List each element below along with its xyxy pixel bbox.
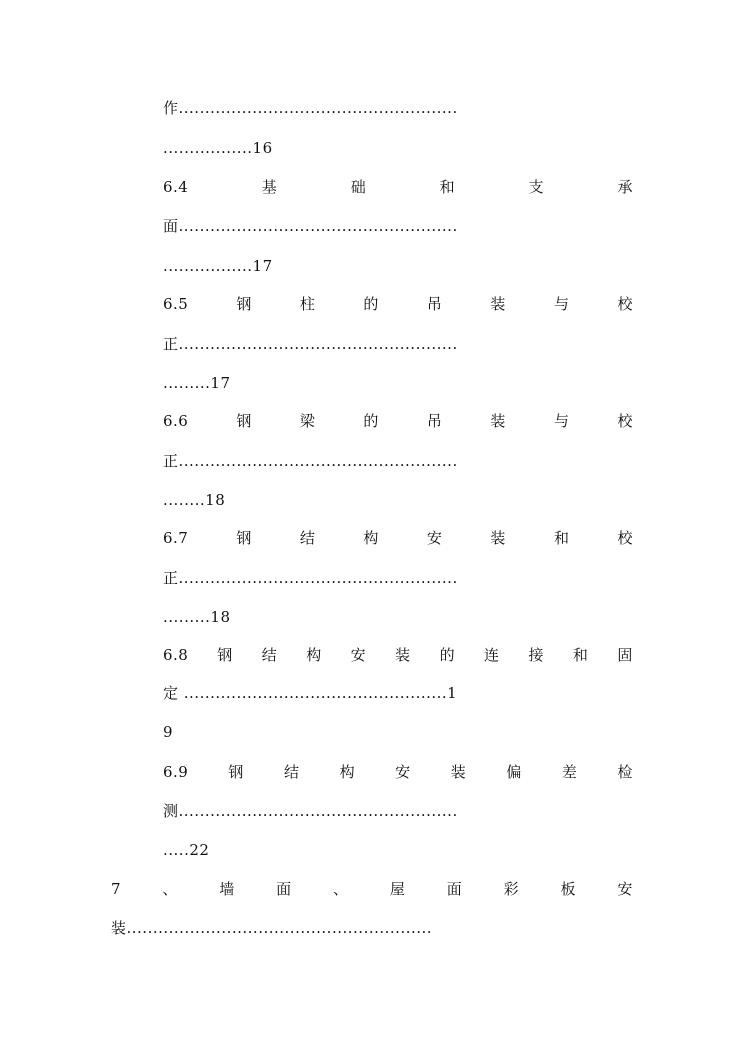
toc-entry-6-4 (163, 175, 633, 199)
toc-char: 吊 (426, 295, 443, 313)
toc-char: 钢 (236, 412, 252, 430)
toc-entry-number: 6.4 (163, 178, 189, 196)
toc-char: 校 (617, 412, 633, 430)
toc-char: 接 (528, 646, 544, 664)
toc-char: 钢 (228, 763, 244, 781)
toc-char: 构 (306, 646, 322, 664)
toc-char: 和 (439, 178, 456, 196)
toc-entry-6-8 (163, 643, 633, 667)
toc-entry-number: 6.9 (163, 763, 189, 781)
toc-char: 与 (553, 295, 570, 313)
toc-char: 钢 (236, 295, 252, 313)
toc-char: 承 (617, 178, 633, 196)
toc-char: 校 (617, 529, 633, 547)
toc-entry-number: 7 (111, 880, 122, 898)
toc-char: 钢 (236, 529, 252, 547)
toc-char: 连 (484, 646, 500, 664)
toc-char: 屋 (389, 880, 406, 898)
toc-line: 作..................................................... (163, 99, 458, 117)
toc-char: 和 (572, 646, 589, 664)
toc-entry-7 (111, 877, 633, 901)
toc-char: 的 (363, 295, 379, 313)
toc-char: 偏 (506, 763, 522, 781)
toc-line: 正..................................................... (163, 569, 458, 587)
toc-page-number: .........17 (163, 374, 231, 392)
toc-char: 装 (490, 412, 506, 430)
toc-char: 安 (617, 880, 633, 898)
toc-page-number: 9 (163, 723, 174, 741)
toc-char: 装 (490, 295, 506, 313)
toc-char: 钢 (217, 646, 233, 664)
toc-char: 彩 (503, 880, 520, 898)
toc-entry-number: 6.7 (163, 529, 189, 547)
toc-char: 板 (560, 880, 577, 898)
toc-entry-number: 6.6 (163, 412, 189, 430)
toc-char: 与 (553, 412, 570, 430)
toc-char: 础 (350, 178, 367, 196)
toc-char: 装 (450, 763, 467, 781)
toc-char: 检 (617, 763, 633, 781)
toc-char: 校 (617, 295, 633, 313)
toc-char: 柱 (299, 295, 316, 313)
toc-page-number: .....22 (163, 841, 210, 859)
toc-line: 正..................................................... (163, 335, 458, 353)
toc-char: 构 (363, 529, 379, 547)
toc-char: 基 (261, 178, 278, 196)
toc-char: 支 (528, 178, 545, 196)
toc-page-number: ........18 (163, 491, 226, 509)
toc-entry-number: 6.5 (163, 295, 189, 313)
toc-entry-6-6 (163, 409, 633, 433)
toc-line: 正..................................................... (163, 452, 458, 470)
toc-char: 、 (333, 880, 349, 898)
toc-char: 和 (553, 529, 570, 547)
toc-char: 固 (617, 646, 633, 664)
toc-entry-6-9 (163, 760, 633, 784)
toc-line: 测..................................................... (163, 802, 458, 820)
toc-line: 定 ..................................................1 (163, 684, 458, 702)
toc-char: 的 (363, 412, 379, 430)
toc-char: 结 (299, 529, 316, 547)
toc-entry-number: 6.8 (163, 646, 189, 664)
toc-char: 结 (284, 763, 300, 781)
toc-page-number: .................16 (163, 139, 273, 157)
toc-char: 吊 (426, 412, 443, 430)
toc-char: 装 (490, 529, 506, 547)
toc-char: 的 (439, 646, 456, 664)
toc-char: 差 (561, 763, 578, 781)
toc-char: 安 (350, 646, 367, 664)
toc-char: 面 (276, 880, 292, 898)
toc-char: 墙 (219, 880, 235, 898)
toc-char: 面 (446, 880, 463, 898)
toc-page-number: .........18 (163, 608, 231, 626)
toc-char: 梁 (299, 412, 316, 430)
toc-line: 面..................................................... (163, 217, 458, 235)
toc-page-number: .................17 (163, 257, 273, 275)
toc-char: 装 (395, 646, 411, 664)
toc-line: 装.......................................................... (111, 919, 433, 937)
toc-char: 构 (339, 763, 356, 781)
toc-char: 安 (395, 763, 411, 781)
toc-char: 、 (162, 880, 178, 898)
toc-entry-6-7 (163, 526, 633, 550)
toc-char: 安 (426, 529, 443, 547)
toc-entry-6-5 (163, 292, 633, 316)
toc-char: 结 (261, 646, 278, 664)
